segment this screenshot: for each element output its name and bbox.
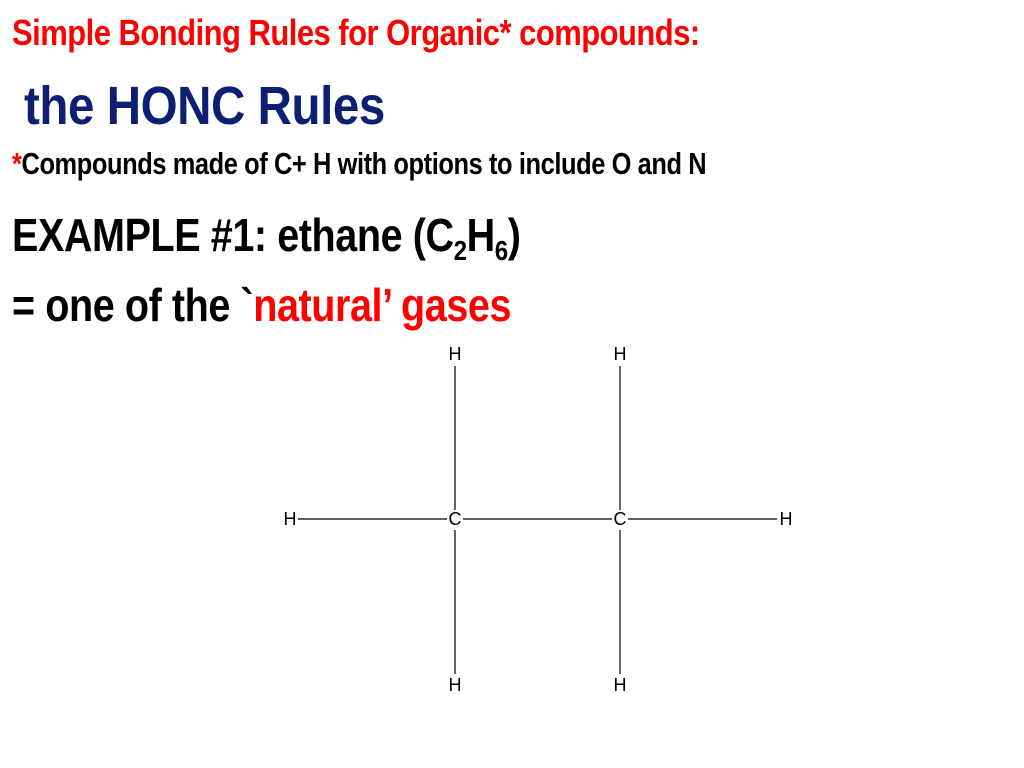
formula-subscript-carbon: 2	[453, 235, 467, 266]
formula-subscript-hydrogen: 6	[494, 235, 508, 266]
atom-h-top-left: H	[448, 344, 462, 364]
atom-h-right: H	[779, 509, 793, 529]
example-prefix: EXAMPLE #1: ethane (C	[12, 209, 454, 261]
atom-h-top-right: H	[613, 344, 627, 364]
natural-highlight: natural’ gases	[253, 279, 512, 331]
footnote-star: *	[12, 146, 22, 181]
slide-title: Simple Bonding Rules for Organic* compounds:	[12, 12, 700, 53]
example-suffix: )	[507, 209, 521, 261]
atom-h-left: H	[283, 509, 297, 529]
atom-c-left: C	[448, 509, 462, 529]
atom-c-right: C	[613, 509, 627, 529]
footnote-text: Compounds made of C+ H with options to include O and N	[21, 146, 707, 181]
atom-h-bottom-left: H	[448, 675, 462, 695]
formula-hydrogen: H	[466, 209, 495, 261]
atom-h-bottom-right: H	[613, 675, 627, 695]
slide-subtitle: the HONC Rules	[24, 76, 385, 136]
natural-prefix: = one of the `	[12, 279, 254, 331]
